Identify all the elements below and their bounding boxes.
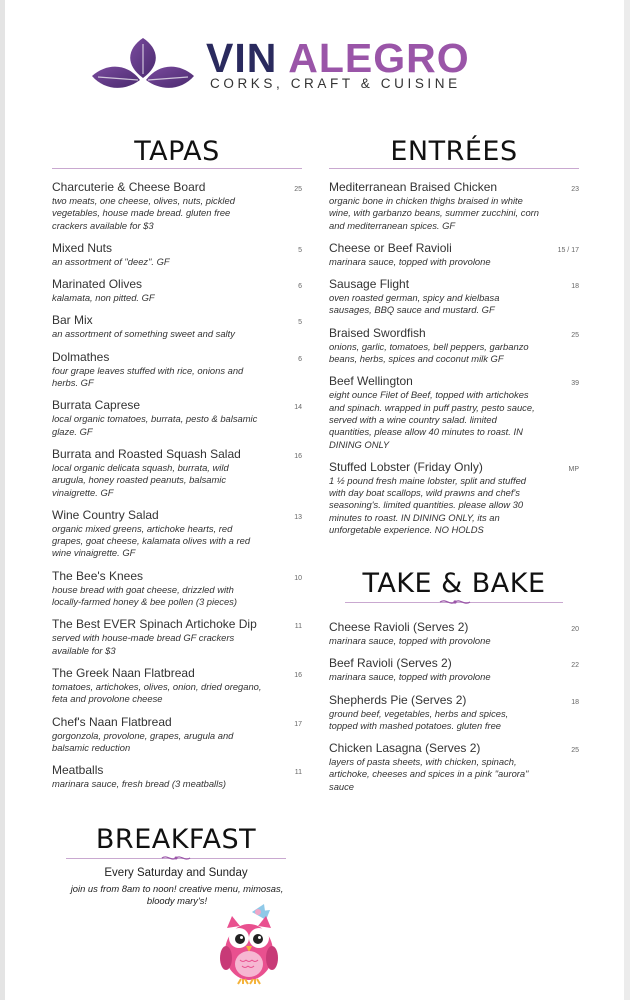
flourish-icon <box>160 854 192 862</box>
menu-item-description: onions, garlic, tomatoes, bell peppers, garbanzo beans, herbs, spices and coconut milk GF <box>329 340 529 365</box>
menu-item-description: an assortment of something sweet and salty <box>52 328 235 340</box>
menu-item-braised-swordfish <box>329 326 579 366</box>
menu-item-description: ground beef, vegetables, herbs and spices, topped with mashed potatoes. gluten free <box>329 707 509 731</box>
menu-item-name: Cheese or Beef Ravioli <box>329 240 452 255</box>
menu-item-charcuterie-cheese-board <box>52 180 302 232</box>
menu-item-name: Braised Swordfish <box>329 325 426 340</box>
menu-item-description: marinara sauce, fresh bread (3 meatballs) <box>52 778 227 790</box>
menu-item-price: 18 <box>571 283 579 291</box>
menu-item-name: Wine Country Salad <box>52 507 159 522</box>
menu-item-stuffed-lobster-friday-only <box>329 460 579 536</box>
menu-item-description: two meats, one cheese, olives, nuts, pickled vegetables, house made bread. gluten free crackers available for $3 <box>52 195 235 231</box>
menu-item-header <box>329 326 579 340</box>
menu-item-name: Charcuterie & Cheese Board <box>52 180 206 194</box>
menu-item-name: Chef's Naan Flatbread <box>52 714 172 729</box>
section-title-entrees: ENTRÉES <box>390 136 518 167</box>
brand-logo <box>88 34 538 104</box>
menu-item-header <box>52 350 302 364</box>
menu-item-name: The Best EVER Spinach Artichoke Dip <box>52 617 257 632</box>
section-title-take-bake: TAKE & BAKE <box>362 568 546 599</box>
menu-item-cheese-or-beef-ravioli <box>329 241 579 268</box>
menu-item-burrata-caprese <box>52 398 302 438</box>
menu-item-description: marinara sauce, topped with provolone <box>329 635 491 646</box>
menu-item-meatballs <box>52 763 302 790</box>
menu-item-header <box>329 241 579 255</box>
menu-item-header <box>329 656 579 670</box>
menu-item-price: 23 <box>571 186 579 193</box>
menu-item-name: Meatballs <box>52 763 104 778</box>
menu-item-price: 17 <box>294 720 302 728</box>
menu-item-price: 16 <box>294 452 302 460</box>
menu-item-name: The Greek Naan Flatbread <box>52 665 195 680</box>
menu-item-chicken-lasagna-serves-2 <box>329 741 579 793</box>
menu-item-bar-mix <box>52 313 302 340</box>
menu-item-price: 6 <box>298 355 302 363</box>
menu-item-header <box>329 277 579 291</box>
menu-item-price: 5 <box>298 246 302 254</box>
menu-item-price: 11 <box>294 623 302 631</box>
menu-item-header <box>52 569 302 583</box>
menu-item-header <box>52 447 302 461</box>
menu-item-price: 14 <box>294 404 302 412</box>
menu-item-shepherds-pie-serves-2 <box>329 693 579 733</box>
menu-item-price: 39 <box>571 380 579 388</box>
menu-item-description: 1 ½ pound fresh maine lobster, split and stuffed with day boat scallops, wild prawns and chef's seasoning's. limited quantities. please allow 30 minutes to roast. IN DINING ONLY, its an unforgetable experience. NO HOLDS <box>329 474 526 536</box>
menu-item-name: Mediterranean Braised Chicken <box>329 180 498 194</box>
entrees-list <box>329 180 579 545</box>
menu-item-name: Chicken Lasagna (Serves 2) <box>329 741 481 756</box>
menu-item-price: 10 <box>294 574 302 582</box>
menu-item-name: Shepherds Pie (Serves 2) <box>329 692 467 707</box>
menu-item-header <box>52 398 302 412</box>
menu-item-the-bee-s-knees <box>52 569 302 609</box>
menu-item-price: 16 <box>294 671 302 679</box>
menu-item-beef-ravioli-serves-2 <box>329 656 579 683</box>
menu-item-description: organic bone in chicken thighs braised in white wine, with garbanzo beans, summer zucchini, corn and mediterranean spices. GF <box>329 195 539 231</box>
breakfast-subtitle: Every Saturday and Sunday <box>104 867 248 879</box>
menu-item-the-best-ever-spinach-artichoke-dip <box>52 617 302 657</box>
menu-item-header <box>52 277 302 291</box>
menu-item-description: local organic delicata squash, burrata, wild arugula, honey roasted peanuts, balsamic vinaigrette. GF <box>52 461 229 498</box>
menu-item-name: Mixed Nuts <box>52 240 113 255</box>
brand-name <box>206 36 470 80</box>
menu-item-description: eight ounce Filet of Beef, topped with artichokes and spinach. wrapped in puff pastry, pesto sauce, served with a wine country salad. limited quantities, please allow 40 minutes to roast. IN DINING ONLY <box>329 389 535 450</box>
menu-item-description: kalamata, non pitted. GF <box>52 292 155 304</box>
menu-item-price: MP <box>568 465 579 473</box>
menu-item-header <box>329 374 579 388</box>
take-bake-list <box>329 620 579 802</box>
menu-item-name: Sausage Flight <box>329 277 410 292</box>
menu-item-description: local organic tomatoes, burrata, pesto & balsamic glaze. GF <box>52 413 258 437</box>
menu-item-price: 25 <box>294 186 302 193</box>
lotus-leaves-icon <box>88 34 198 100</box>
menu-item-name: The Bee's Knees <box>52 568 144 583</box>
breakfast-description: join us from 8am to noon! creative menu, mimosas, bloody mary's! <box>70 883 284 906</box>
menu-item-price: 13 <box>294 513 302 521</box>
menu-item-price: 18 <box>571 698 579 706</box>
menu-item-cheese-ravioli-serves-2 <box>329 620 579 647</box>
menu-item-burrata-and-roasted-squash-salad <box>52 447 302 499</box>
menu-item-price: 6 <box>298 283 302 291</box>
menu-item-description: gorgonzola, provolone, grapes, arugula and balsamic reduction <box>52 729 234 753</box>
menu-item-name: Beef Ravioli (Serves 2) <box>329 656 452 671</box>
menu-item-description: an assortment of "deez". GF <box>52 255 170 267</box>
menu-item-dolmathes <box>52 350 302 390</box>
menu-item-name: Stuffed Lobster (Friday Only) <box>329 459 483 474</box>
menu-item-chef-s-naan-flatbread <box>52 715 302 755</box>
menu-item-description: oven roasted german, spicy and kielbasa sausages, BBQ sauce and mustard. GF <box>329 292 500 316</box>
menu-item-name: Beef Wellington <box>329 374 413 389</box>
menu-item-name: Bar Mix <box>52 313 93 328</box>
flourish-icon <box>438 598 472 606</box>
tapas-list <box>52 180 302 799</box>
menu-item-header <box>329 460 579 474</box>
tapas-rule <box>52 168 302 169</box>
menu-item-header <box>52 241 302 255</box>
menu-item-header <box>329 620 579 634</box>
menu-item-header <box>329 741 579 755</box>
menu-item-header <box>329 180 579 194</box>
menu-item-description: organic mixed greens, artichoke hearts, red grapes, goat cheese, kalamata olives with a red wine vinaigrette. GF <box>52 522 251 559</box>
menu-item-price: 11 <box>294 769 302 777</box>
menu-item-header <box>52 666 302 680</box>
menu-item-mixed-nuts <box>52 241 302 268</box>
menu-item-description: marinara sauce, topped with provolone <box>329 255 491 267</box>
menu-item-header <box>52 180 302 194</box>
menu-item-price: 20 <box>571 626 579 633</box>
menu-item-price: 15 / 17 <box>557 246 579 254</box>
menu-item-description: marinara sauce, topped with provolone <box>329 671 491 683</box>
menu-item-header <box>52 313 302 327</box>
brand-name-part1: VIN <box>206 35 289 81</box>
menu-item-header <box>52 715 302 729</box>
menu-item-description: tomatoes, artichokes, olives, onion, dried oregano, feta and provolone cheese <box>52 680 262 705</box>
entrees-rule <box>329 168 579 169</box>
menu-item-price: 25 <box>571 747 579 755</box>
menu-item-name: Cheese Ravioli (Serves 2) <box>329 620 469 634</box>
menu-item-mediterranean-braised-chicken <box>329 180 579 232</box>
menu-item-description: house bread with goat cheese, drizzled with locally-farmed honey & bee pollen (3 pieces) <box>52 583 237 608</box>
owl-icon <box>214 902 284 986</box>
brand-tagline: CORKS, CRAFT & CUISINE <box>210 76 461 91</box>
menu-item-name: Marinated Olives <box>52 277 143 292</box>
menu-item-name: Dolmathes <box>52 349 110 364</box>
page-edge-right <box>624 0 630 1000</box>
brand-name-part2: ALEGRO <box>288 35 470 81</box>
menu-item-marinated-olives <box>52 277 302 304</box>
menu-item-beef-wellington <box>329 374 579 450</box>
menu-item-header <box>329 693 579 707</box>
section-title-tapas: TAPAS <box>134 136 220 167</box>
menu-item-price: 22 <box>571 662 579 670</box>
menu-item-wine-country-salad <box>52 508 302 560</box>
menu-item-price: 5 <box>298 319 302 327</box>
page-edge-left <box>0 0 5 1000</box>
section-title-breakfast: BREAKFAST <box>95 824 257 855</box>
menu-item-header <box>52 763 302 777</box>
menu-item-description: served with house-made bread GF crackers available for $3 <box>52 632 235 656</box>
menu-item-description: layers of pasta sheets, with chicken, spinach, artichoke, cheeses and spices in a pink "aurora" sauce <box>329 756 529 792</box>
menu-item-header <box>52 508 302 522</box>
menu-item-the-greek-naan-flatbread <box>52 666 302 706</box>
menu-item-header <box>52 617 302 631</box>
menu-item-name: Burrata and Roasted Squash Salad <box>52 446 241 461</box>
menu-item-name: Burrata Caprese <box>52 398 141 413</box>
menu-item-sausage-flight <box>329 277 579 317</box>
menu-item-description: four grape leaves stuffed with rice, onions and herbs. GF <box>52 364 244 389</box>
menu-item-price: 25 <box>571 331 579 339</box>
